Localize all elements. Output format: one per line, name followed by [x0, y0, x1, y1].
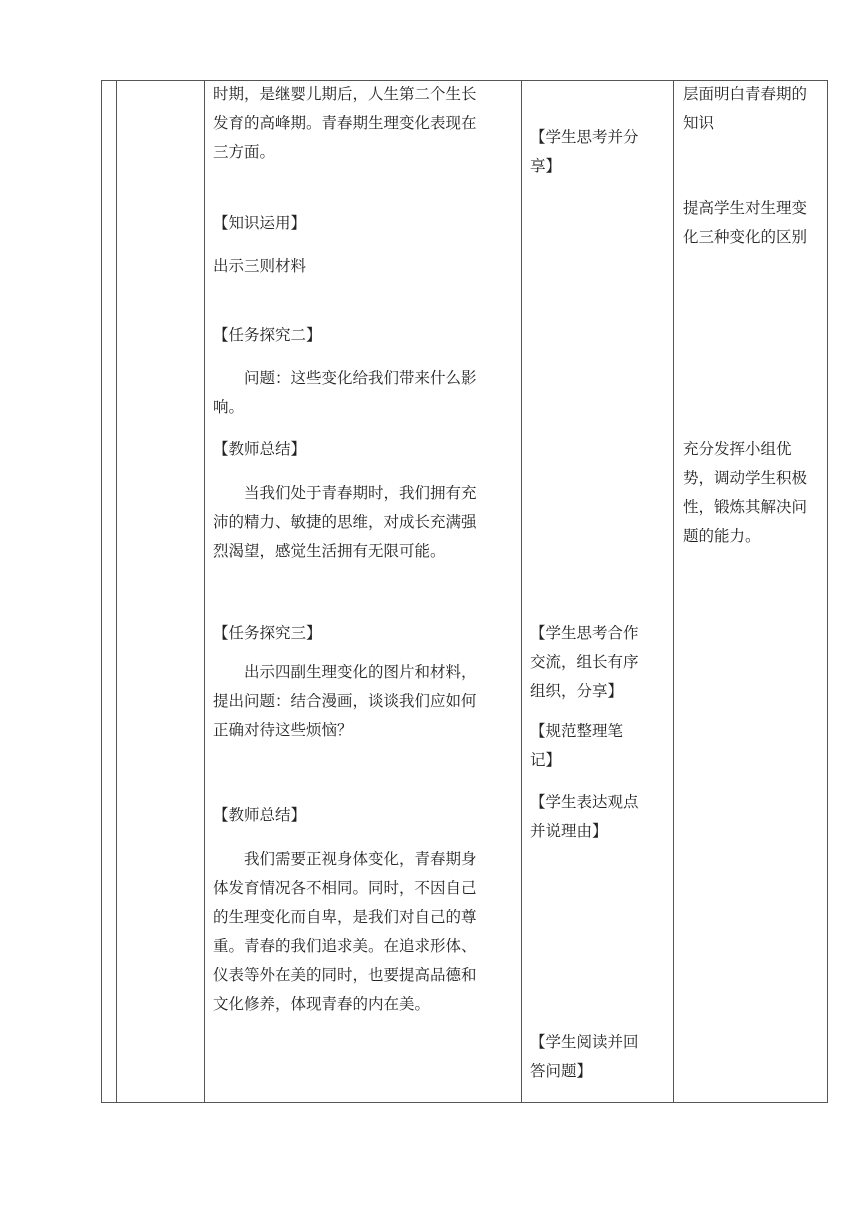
text-line: 交流，组长有序 [530, 653, 639, 671]
column-divider-3 [521, 80, 522, 1103]
text-line: 出示四副生理变化的图片和材料， [244, 663, 477, 681]
teacher-summary-text-2 [213, 845, 518, 1019]
student-activity-express [530, 788, 670, 846]
table-right-border [827, 80, 828, 1103]
text-line: 答问题】 [530, 1062, 593, 1080]
teacher-summary-text-1 [213, 479, 518, 566]
column-divider-1 [116, 80, 117, 1103]
text-line: 发育的高峰期。青春期生理变化表现在 [213, 114, 477, 132]
task-three-heading: 【任务探究三】 [213, 624, 322, 642]
text-line: 【学生思考并分 [530, 128, 639, 146]
design-intent-distinguish [683, 194, 825, 252]
text-line: 性，锻炼其解决问 [683, 498, 808, 516]
student-activity-read [530, 1028, 670, 1086]
text-line: 【规范整理笔 [530, 722, 624, 740]
teacher-summary-heading-1: 【教师总结】 [213, 440, 307, 458]
text-line: 【学生表达观点 [530, 793, 639, 811]
table-left-border [101, 80, 102, 1103]
student-activity-notes [530, 717, 670, 775]
text-line: 体发育情况各不相同。同时，不因自己 [213, 879, 477, 897]
task-two-heading: 【任务探究二】 [213, 326, 322, 344]
text-line: 题的能力。 [683, 527, 761, 545]
text-line: 知识 [683, 114, 715, 132]
column-divider-4 [673, 80, 674, 1103]
text-line: 组织，分享】 [530, 682, 624, 700]
text-line: 响。 [213, 398, 245, 416]
text-line: 势，调动学生积极 [683, 469, 808, 487]
text-line: 我们需要正视身体变化，青春期身 [244, 850, 477, 868]
text-line: 层面明白青春期的 [683, 85, 808, 103]
text-line: 沛的精力、敏捷的思维，对成长充满强 [213, 513, 477, 531]
text-line: 记】 [530, 751, 562, 769]
text-line: 【学生思考合作 [530, 624, 639, 642]
text-line: 正确对待这些烦恼？ [213, 721, 353, 739]
text-line: 的生理变化而自卑，是我们对自己的尊 [213, 908, 477, 926]
student-activity-share [530, 123, 670, 181]
task-two-question [213, 364, 518, 422]
knowledge-application-heading: 【知识运用】 [213, 214, 307, 232]
knowledge-application-text: 出示三则材料 [213, 257, 307, 275]
teacher-summary-heading-2: 【教师总结】 [213, 806, 307, 824]
text-line: 提高学生对生理变 [683, 199, 808, 217]
text-line: 烈渴望，感觉生活拥有无限可能。 [213, 542, 446, 560]
column-divider-2 [204, 80, 205, 1103]
text-line: 当我们处于青春期时，我们拥有充 [244, 484, 477, 502]
text-line: 享】 [530, 157, 562, 175]
text-line: 重。青春的我们追求美。在追求形体、 [213, 937, 477, 955]
student-activity-cooperate [530, 619, 670, 706]
text-line: 充分发挥小组优 [683, 440, 792, 458]
text-line: 文化修养，体现青春的内在美。 [213, 995, 431, 1013]
text-line: 问题：这些变化给我们带来什么影 [244, 369, 477, 387]
content-intro [213, 80, 518, 167]
text-line: 提出问题：结合漫画，谈谈我们应如何 [213, 692, 477, 710]
text-line: 【学生阅读并回 [530, 1033, 639, 1051]
task-three-text [213, 658, 518, 745]
text-line: 仪表等外在美的同时，也要提高品德和 [213, 966, 477, 984]
table-bottom-border [101, 1102, 828, 1103]
text-line: 化三种变化的区别 [683, 228, 808, 246]
design-intent-knowledge [683, 80, 825, 138]
text-line: 时期，是继婴儿期后，人生第二个生长 [213, 85, 477, 103]
text-line: 并说理由】 [530, 822, 608, 840]
design-intent-group [683, 435, 825, 551]
text-line: 三方面。 [213, 143, 276, 161]
